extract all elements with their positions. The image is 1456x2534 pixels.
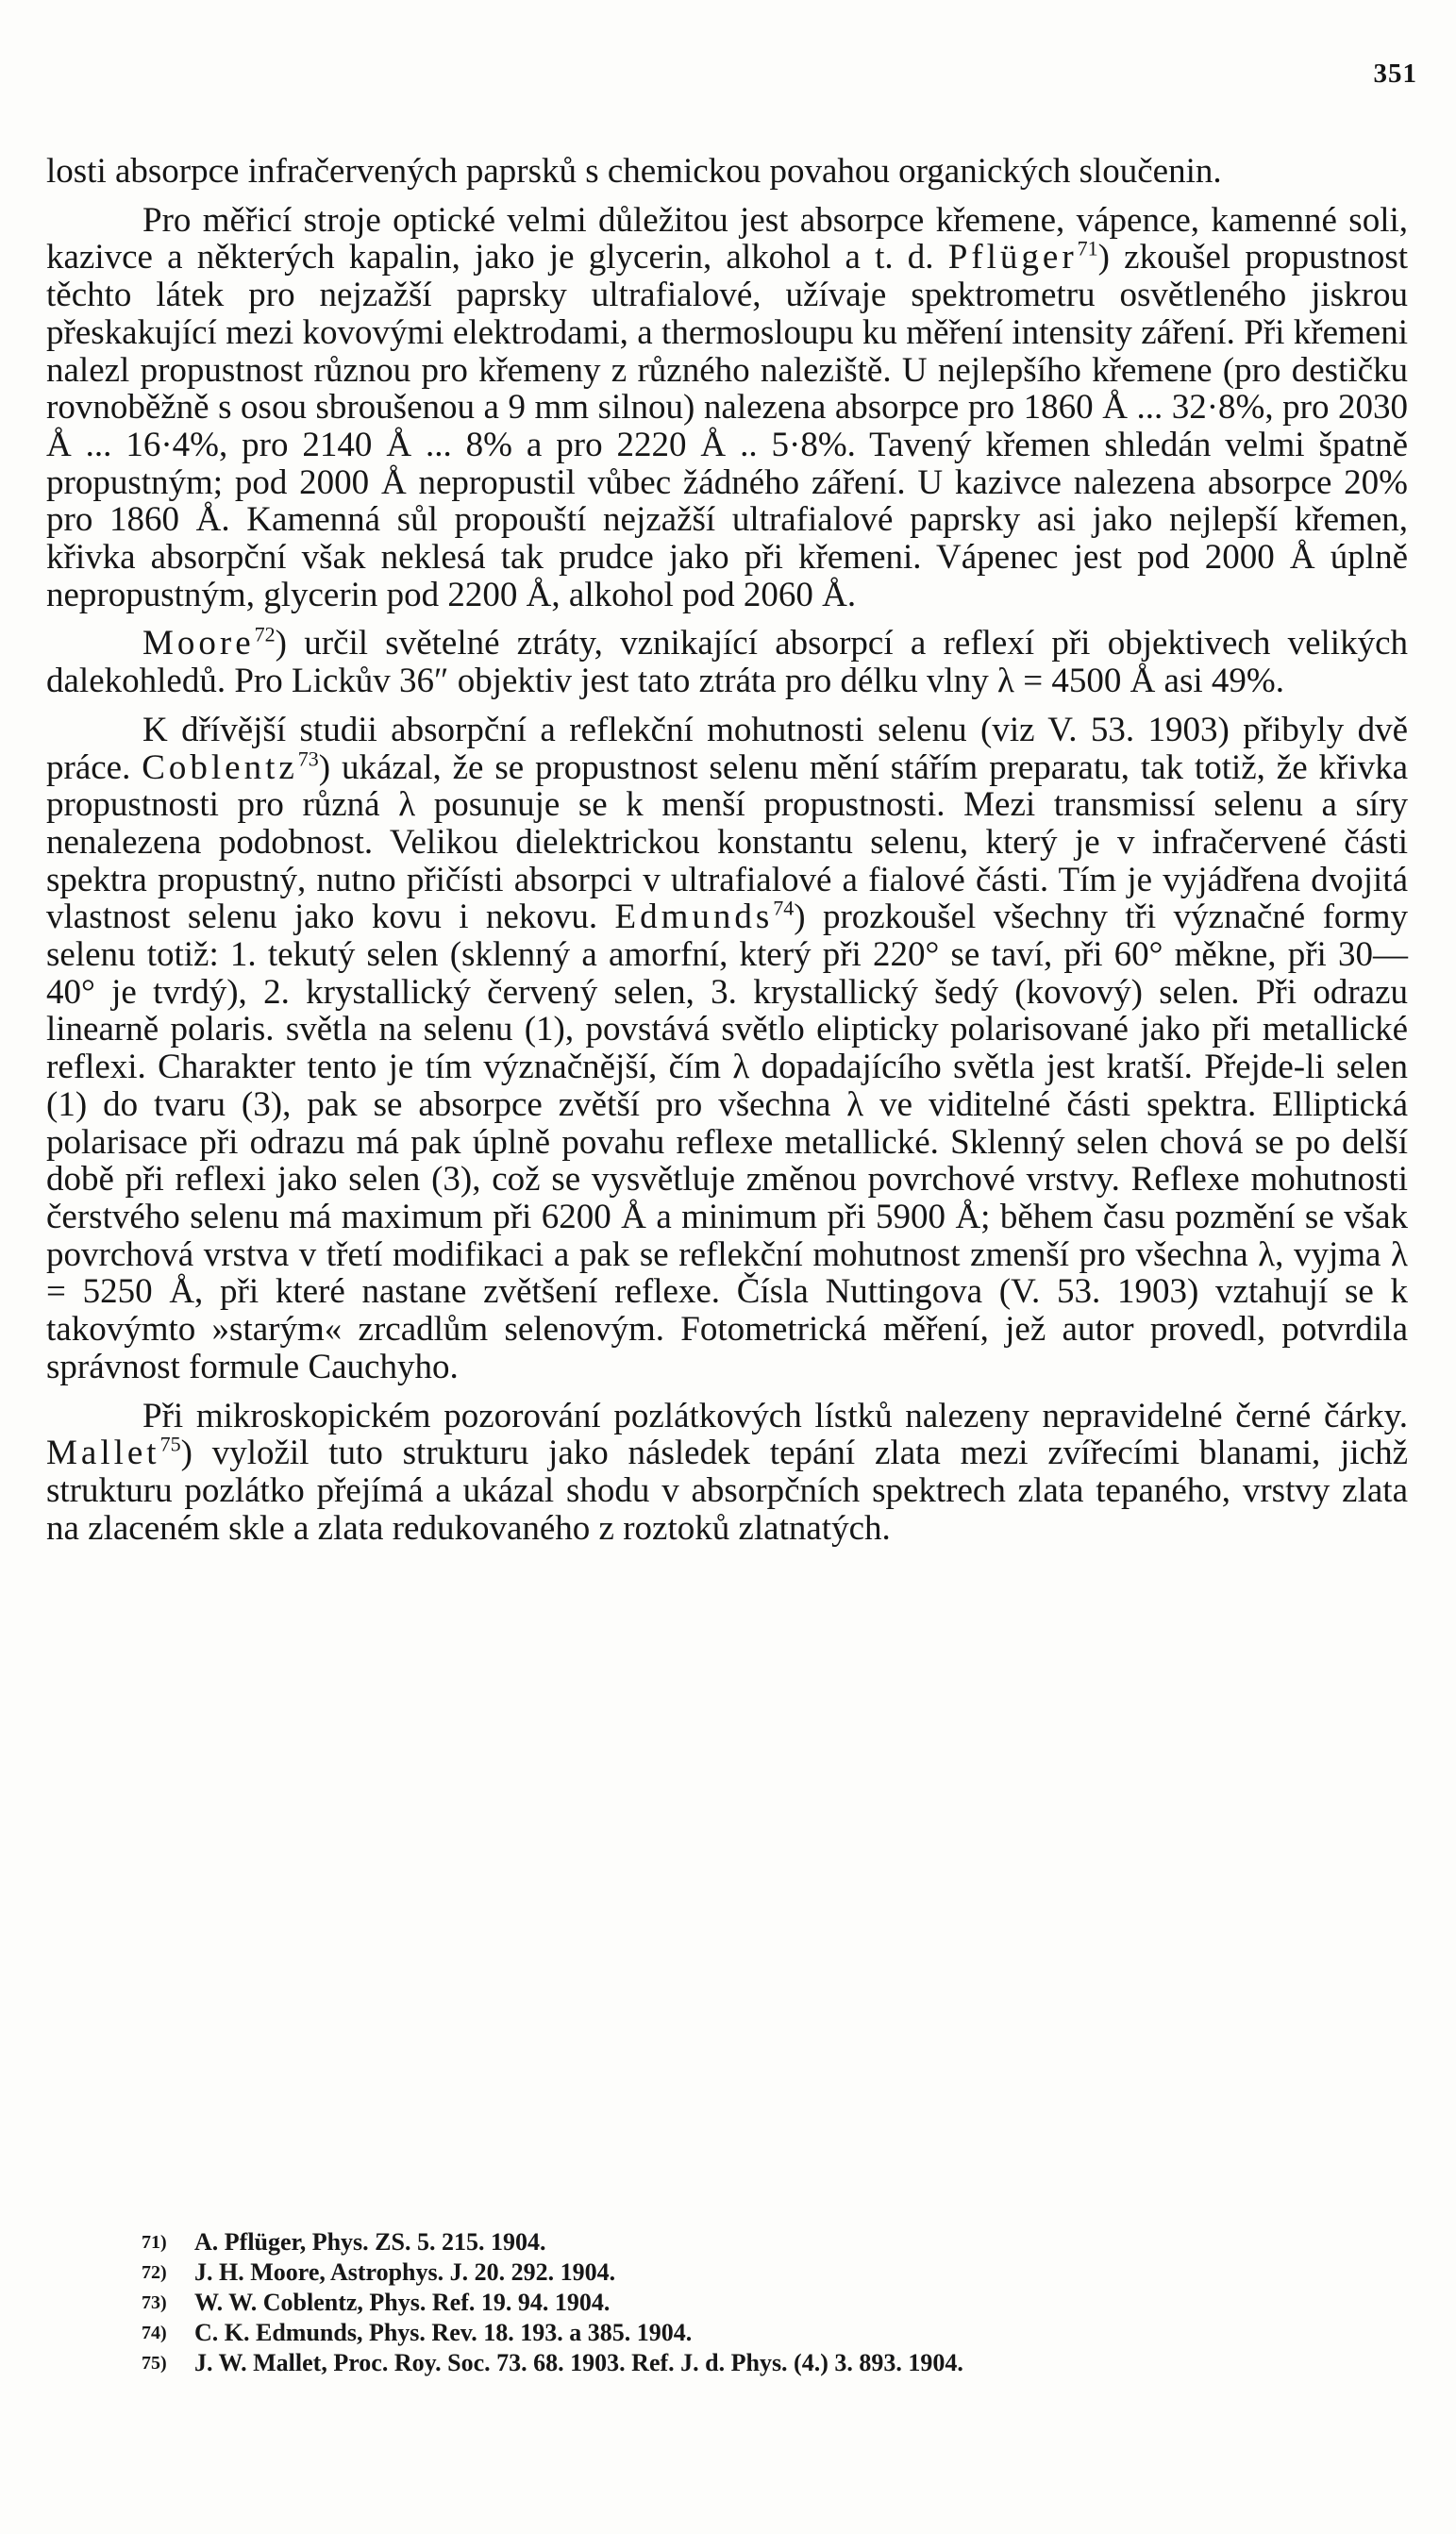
author-name-pfluger: Pflüger: [947, 238, 1078, 277]
paragraph-3: [46, 625, 1408, 699]
paragraph-5: [46, 1398, 1408, 1548]
footnote-mark: 75): [142, 2353, 167, 2374]
paragraph-4-text-b: ) ukázal, že se propustnost selenu mění stářím preparatu, tak totiž, že křivka propustnosti pro různá λ posunuje se k menší propustnosti. Mezi transmissí selenu a síry nenalezena podobnost. Velikou dielektrickou konstantu selenu, který je v infračervené části spektra propustný, nutno přičísti absorpci v ultrafialové a fialové části. Tím je vyjádřena dvojitá vlastnost selenu jako kovu i nekovu.: [46, 747, 1408, 937]
footnote-ref-74: 74: [773, 897, 795, 921]
footnote-text: J. W. Mallet, Proc. Roy. Soc. 73. 68. 1903. Ref. J. d. Phys. (4.) 3. 893. 1904.: [194, 2349, 963, 2376]
author-name-mallet: Mallet: [46, 1434, 160, 1473]
footnotes: [142, 2227, 1415, 2378]
paragraph-5-text-a: Při mikroskopickém pozorování pozlátkových lístků nalezeny nepravidelné černé čárky.: [142, 1396, 1408, 1435]
footnote-mark: 71): [142, 2232, 167, 2253]
footnote-ref-71: 71: [1077, 237, 1098, 261]
paragraph-4-text-a: K dřívější studii absorpční a reflekční mohutnosti selenu (viz V. 53. 1903) přibyly dvě práce.: [46, 710, 1408, 787]
body-text: [46, 153, 1408, 1558]
paragraph-2-text-a: Pro měřicí stroje optické velmi důležitou jest absorpce křemene, vápence, kamenné soli, kazivce a některých kapalin, jako je glycerin, alkohol a t. d.: [46, 200, 1408, 277]
footnote-mark: 73): [142, 2292, 167, 2313]
footnote-text: A. Pflüger, Phys. ZS. 5. 215. 1904.: [194, 2228, 546, 2256]
footnote-mark: 74): [142, 2323, 167, 2343]
author-name-coblentz: Coblentz: [142, 747, 298, 787]
author-name-edmunds: Edmunds: [614, 898, 774, 937]
paragraph-1-text: losti absorpce infračervených paprsků s chemickou povahou organických sloučenin.: [46, 152, 1222, 191]
footnote-ref-72: 72: [254, 623, 276, 647]
paragraph-5-text-b: ) vyložil tuto strukturu jako následek tepání zlata mezi zvířecími blanami, jichž strukturu pozlátko přejímá a ukázal shodu v absorpčních spektrech zlata tepaného, vrstvy zlata na zlaceném skle a zlata redukovaného z roztoků zlatnatých.: [46, 1434, 1408, 1548]
footnote-ref-73: 73: [297, 747, 319, 771]
footnote-text: C. K. Edmunds, Phys. Rev. 18. 193. a 385. 1904.: [194, 2319, 693, 2346]
footnote: [142, 2318, 1415, 2348]
footnote-text: W. W. Coblentz, Phys. Ref. 19. 94. 1904.: [194, 2289, 611, 2316]
paragraph-4: [46, 712, 1408, 1386]
paragraph-3-text: ) určil světelné ztráty, vznikající absorpcí a reflexí při objektivech velikých dalekohledů. Pro Lickův 36″ objektiv jest tato ztráta pro délku vlny λ = 4500 Å asi 49%.: [46, 624, 1408, 701]
page-number: 351: [1373, 59, 1417, 89]
footnote: [142, 2348, 1415, 2378]
footnote: [142, 2227, 1415, 2257]
paragraph-1: [46, 153, 1408, 191]
footnote-text: J. H. Moore, Astrophys. J. 20. 292. 1904.: [194, 2258, 616, 2286]
paragraph-2-text-b: ) zkoušel propustnost těchto látek pro nejzažší paprsky ultrafialové, užívaje spektrometru osvětleného jiskrou přeskakující mezi kovovými elektrodami, a thermosloupu ku měření intensity záření. Při křemeni nalezl propustnost různou pro křemeny z různého naleziště. U nejlepšího křemene (pro destičku rovnoběžně s osou sbroušenou a 9 mm silnou) nalezena absorpce pro 1860 Å ... 32·8%, pro 2030 Å ... 16·4%, pro 2140 Å ... 8% a pro 2220 Å .. 5·8%. Tavený křemen shledán velmi špatně propustným; pod 2000 Å nepropustil vůbec žádného záření. U kazivce nalezena absorpce 20% pro 1860 Å. Kamenná sůl propouští nejzažší ultrafialové paprsky asi jako nejlepší křemen, křivka absorpční však neklesá tak prudce jako při křemeni. Vápenec jest pod 2000 Å úplně nepropustným, glycerin pod 2200 Å, alkohol pod 2060 Å.: [46, 238, 1409, 614]
paragraph-4-text-c: ) prozkoušel všechny tři význačné formy selenu totiž: 1. tekutý selen (sklenný a amorfní, který při 220° se taví, při 60° měkne, při 30—40° je tvrdý), 2. krystallický červený selen, 3. krystallický šedý (kovový) selen. Při odrazu linearně polaris. světla na selenu (1), povstává světlo elipticky polarisované jako při metallické reflexi. Charakter tento je tím význačnější, čím λ dopadajícího světla jest kratší. Přejde-li selen (1) do tvaru (3), pak se absorpce zvětší pro všechna λ ve viditelné části spektra. Elliptická polarisace při odrazu má pak úplně povahu reflexe metallické. Sklenný selen chová se po delší době při reflexi jako selen (3), což se vysvětluje změnou povrchové vrstvy. Reflexe mohutnosti čerstvého selenu má maximum při 6200 Å a minimum při 5900 Å; během času pozmění se však povrchová vrstva v třetí modifikaci a pak se reflekční mohutnost zmenší pro všechna λ, vyjma λ = 5250 Å, při které nastane zvětšení reflexe. Čísla Nuttingova (V. 53. 1903) vztahují se k takovýmto »starým« zrcadlům selenovým. Fotometrická měření, jež autor provedl, potvrdila správnost formule Cauchyho.: [46, 898, 1408, 1386]
footnote-ref-75: 75: [159, 1432, 181, 1456]
paragraph-2: [46, 202, 1408, 614]
author-name-moore: Moore: [142, 624, 255, 663]
footnote: [142, 2257, 1415, 2288]
footnote-mark: 72): [142, 2262, 167, 2283]
footnote: [142, 2288, 1415, 2318]
